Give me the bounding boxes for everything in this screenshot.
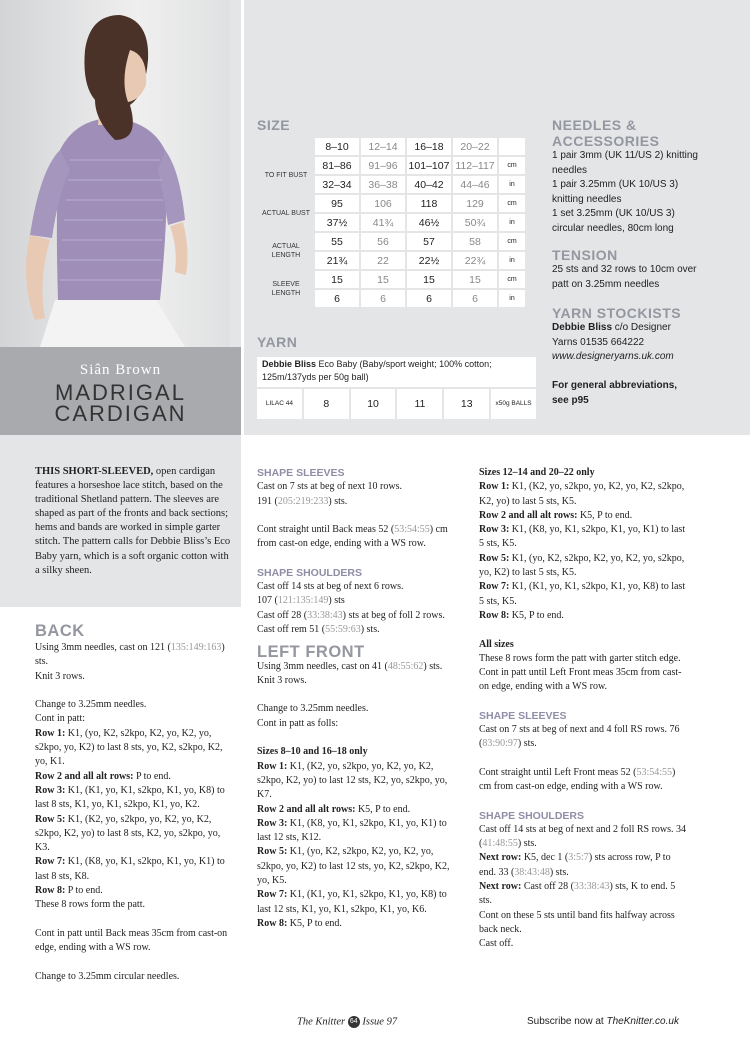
- size-cell: 8–10: [315, 138, 359, 155]
- size-cell: 95: [315, 195, 359, 212]
- size-cell: 101–107: [407, 157, 451, 174]
- tension-heading: TENSION: [552, 247, 618, 263]
- needles-list: [552, 149, 702, 236]
- size-cell: 16–18: [407, 138, 451, 155]
- intro-body: open cardigan features a horseshoe lace stitch, based on the traditional Shetland pattern. The sleeves are shaped as part of the fronts and back sections; hems and bands are worked in simple garter stitch. The pattern calls for Debbie Bliss’s Eco Baby yarn, which is a soft organic cotton with a silky sheen.: [35, 466, 231, 576]
- stockists-heading: YARN STOCKISTS: [552, 305, 682, 321]
- size-cell: 91–96: [361, 157, 405, 174]
- size-cell: 50¾: [453, 214, 497, 231]
- subscribe-text: Subscribe now at: [527, 1016, 607, 1027]
- intro-text: [35, 465, 235, 578]
- size-cell: 106: [361, 195, 405, 212]
- size-cell: 37½: [315, 214, 359, 231]
- yarn-detail: Eco Baby (Baby/sport weight; 100% cotton; 125m/137yds per 50g ball): [262, 359, 492, 382]
- size-cell: 118: [407, 195, 451, 212]
- pattern-title-line2: CARDIGAN: [54, 401, 187, 426]
- size-cell: 112–117: [453, 157, 497, 174]
- size-cell: 6: [361, 290, 405, 307]
- size-cell: 6: [407, 290, 451, 307]
- needles-item: 1 pair 3mm (UK 11/US 2) knitting needles: [552, 150, 698, 176]
- yarn-qty: 8: [304, 389, 349, 419]
- size-unit: cm: [499, 233, 525, 250]
- tension-text: 25 sts and 32 rows to 10cm over patt on 3.25mm needles: [552, 264, 697, 290]
- issue-number: Issue 97: [362, 1016, 398, 1028]
- footer-magazine: [297, 1016, 397, 1028]
- size-cell: 15: [361, 271, 405, 288]
- model-photo: [0, 0, 230, 347]
- size-row-label: TO FIT BUST: [264, 171, 308, 179]
- left-front-heading: LEFT FRONT: [257, 643, 365, 662]
- size-row-label: ACTUAL LENGTH: [271, 243, 301, 259]
- size-unit: in: [499, 214, 525, 231]
- yarn-qty: 11: [397, 389, 442, 419]
- size-cell: 44–46: [453, 176, 497, 193]
- size-cell: 21¾: [315, 252, 359, 269]
- designer-name: Siân Brown: [79, 362, 162, 378]
- yarn-quantities: [257, 389, 536, 419]
- stockists-text: [552, 321, 692, 365]
- title-box: [0, 347, 241, 435]
- size-cell: 129: [453, 195, 497, 212]
- column-divider: [241, 0, 244, 435]
- size-cell: 55: [315, 233, 359, 250]
- size-cell: 22¾: [453, 252, 497, 269]
- abbreviations-note: For general abbreviations, see p95: [552, 380, 678, 406]
- size-cell: 20–22: [453, 138, 497, 155]
- size-cell: 81–86: [315, 157, 359, 174]
- size-row-label: [259, 138, 313, 155]
- size-row-label: SLEEVE LENGTH: [271, 281, 301, 297]
- shape-shoulders-heading: SHAPE SHOULDERS: [257, 566, 363, 579]
- yarn-qty: 13: [444, 389, 489, 419]
- size-row: [259, 195, 525, 212]
- size-table: [257, 136, 527, 309]
- size-row: [259, 157, 525, 174]
- shape-sleeves-heading-2: SHAPE SLEEVES: [479, 709, 567, 722]
- size-row: [259, 138, 525, 155]
- size-cell: 15: [407, 271, 451, 288]
- size-cell: 56: [361, 233, 405, 250]
- size-cell: 22½: [407, 252, 451, 269]
- footer-subscribe: [527, 1016, 679, 1027]
- intro-lead: THIS SHORT-SLEEVED,: [35, 466, 154, 477]
- size-unit: cm: [499, 157, 525, 174]
- size-cell: 41¾: [361, 214, 405, 231]
- size-unit: [499, 138, 525, 155]
- back-instructions: Using 3mm needles, cast on 121 (135:149:163) sts. Knit 3 rows. Change to 3.25mm needles. Cont in patt: Row 1: K1, (yo, K2, s2kpo, K2, yo, K2, yo, s2kpo, yo, K2) to last 8 sts, yo, K2, s2kpo, K2, yo, K1. Row 2 and all alt rows: P to end. Row 3: K1, (K1, yo, K1, s2kpo, K1, yo, K8) to last 8 sts, K1, yo, K1, s2kpo, K1, yo, K2. Row 5: K1, (K2, yo, s2kpo, yo, K2, yo, K2, s2kpo, K2, yo) to last 8 sts, K2, yo, s2kpo, yo, K3. Row 7: K1, (K8, yo, K1, s2kpo, K1, yo, K1) to last 8 sts, K8. Row 8: P to end. These 8 rows form the patt. Cont in patt until Back meas 35cm from cast-on edge, ending with a WS row. Change to 3.25mm circular needles.: [35, 642, 228, 982]
- column-3: Sizes 12–14 and 20–22 only Row 1: K1, (K2, yo, s2kpo, yo, K2, yo, K2, s2kpo, K2, yo) to last 5 sts, K5. Row 2 and all alt rows: K5, P to end. Row 3: K1, (K8, yo, K1, s2kpo, K1, yo, K1) to last 5 sts, K5. Row 5: K1, (yo, K2, s2kpo, K2, yo, K2, yo, s2kpo, yo, K2) to last 5 sts, K5. Row 7: K1, (K1, yo, K1, s2kpo, K1, yo, K8) to last 5 sts, K5. Row 8: K5, P to end. All sizes These 8 rows form the patt with garter stitch edge. Cont in patt until Left Front meas 35cm from cast-on edge, ending with a WS row. SHAPE SLEEVES Cast on 7 sts at beg of next and 4 foll RS rows. 76 (83:90:97) sts. Cont straight until Left Front meas 52 (53:54:55) cm from cast-on edge, ending with a WS row. SHAPE SHOULDERS Cast off 14 sts at beg of next and 2 foll RS rows. 34 (41:48:55) sts. Next row: K5, dec 1 (3:5:7) sts across row, P to end. 33 (38:43:48) sts. Next row: Cast off 28 (33:38:43) sts, K to end. 5 sts. Cont on these 5 sts until band fits halfway across back neck. Cast off.: [479, 466, 689, 952]
- yarn-unit: x50g BALLS: [491, 389, 536, 419]
- size-cell: 36–38: [361, 176, 405, 193]
- subscribe-link[interactable]: TheKnitter.co.uk: [606, 1016, 679, 1027]
- size-unit: in: [499, 290, 525, 307]
- size-cell: 40–42: [407, 176, 451, 193]
- yarn-qty: 10: [351, 389, 396, 419]
- size-heading: SIZE: [257, 117, 291, 133]
- shape-sleeves-heading: SHAPE SLEEVES: [257, 467, 345, 479]
- yarn-heading: YARN: [257, 334, 298, 350]
- size-unit: in: [499, 252, 525, 269]
- size-cell: 22: [361, 252, 405, 269]
- size-cell: 32–34: [315, 176, 359, 193]
- yarn-shade: LILAC 44: [257, 389, 302, 419]
- column-2: SHAPE SLEEVES Cast on 7 sts at beg of next 10 rows. 191 (205:219:233) sts. Cont straight until Back meas 52 (53:54:55) cm from cast-on edge, ending with a WS row. SHAPE SHOULDERS Cast off 14 sts at beg of next 6 rows. 107 (121:135:149) sts Cast off 28 (33:38:43) sts at beg of foll 2 rows. Cast off rem 51 (55:59:63) sts. LEFT FRONT Using 3mm needles, cast on 41 (48:55:62) sts. Knit 3 rows. Change to 3.25mm needles. Cont in patt as folls: Sizes 8–10 and 16–18 only Row 1: K1, (K2, yo, s2kpo, yo, K2, yo, K2, s2kpo, K2, yo) to last 12 sts, K2, yo, s2kpo, yo, K7. Row 2 and all alt rows: K5, P to end. Row 3: K1, (K8, yo, K1, s2kpo, K1, yo, K1) to last 12 sts, K12. Row 5: K1, (yo, K2, s2kpo, K2, yo, K2, yo, s2kpo, yo, K2) to last 12 sts, yo, K2, s2kpo, K2, yo, K5. Row 7: K1, (K1, yo, K1, s2kpo, K1, yo, K8) to last 12 sts, K1, yo, K1, s2kpo, K1, yo, K6. Row 8: K5, P to end.: [257, 466, 462, 931]
- back-heading: BACK: [35, 622, 85, 640]
- size-row-label: ACTUAL BUST: [262, 209, 310, 217]
- size-row: [259, 233, 525, 250]
- size-cell: 6: [453, 290, 497, 307]
- needles-item: 1 pair 3.25mm (UK 10/US 3) knitting needles: [552, 179, 679, 205]
- page-number: 64: [348, 1016, 360, 1028]
- yarn-brand: Debbie Bliss: [262, 359, 317, 369]
- size-unit: in: [499, 176, 525, 193]
- size-cell: 15: [453, 271, 497, 288]
- magazine-name: The Knitter: [297, 1016, 346, 1028]
- yarn-description: [257, 357, 536, 387]
- size-cell: 58: [453, 233, 497, 250]
- stockist-name: Debbie Bliss: [552, 322, 613, 333]
- stockist-address: c/o Designer Yarns 01535 664222: [552, 322, 671, 348]
- size-cell: 15: [315, 271, 359, 288]
- size-cell: 6: [315, 290, 359, 307]
- shape-shoulders-heading-2: SHAPE SHOULDERS: [479, 809, 585, 822]
- size-cell: 57: [407, 233, 451, 250]
- pattern-title-line1: MADRIGAL: [55, 380, 186, 405]
- size-unit: cm: [499, 195, 525, 212]
- size-cell: 12–14: [361, 138, 405, 155]
- size-cell: 46½: [407, 214, 451, 231]
- needles-item: 1 set 3.25mm (UK 10/US 3) circular needles, 80cm long: [552, 208, 675, 234]
- needles-heading: NEEDLES & ACCESSORIES: [552, 117, 660, 149]
- size-row: [259, 271, 525, 288]
- size-unit: cm: [499, 271, 525, 288]
- stockist-url[interactable]: www.designeryarns.uk.com: [552, 351, 674, 362]
